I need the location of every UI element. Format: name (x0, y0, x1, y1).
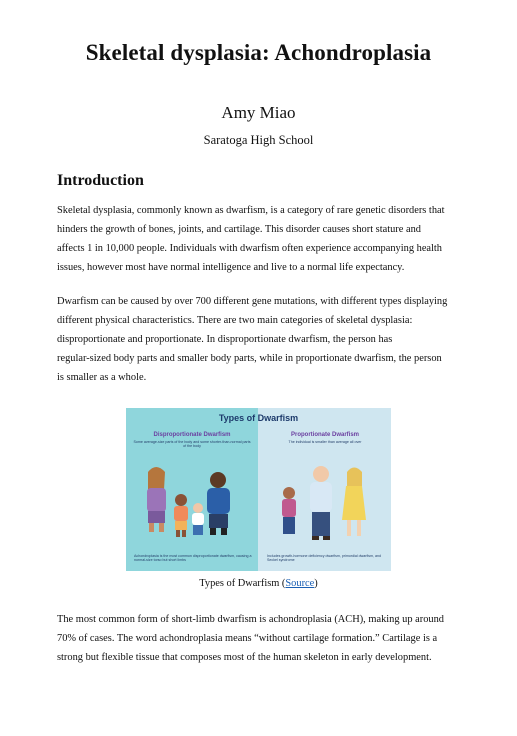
paragraph-1 (57, 201, 462, 277)
figure-right-description: The individual is smaller than average all over (288, 440, 362, 444)
paragraph-2 (57, 292, 462, 387)
source-link[interactable]: Source (285, 578, 315, 589)
paragraph-line: 70% of cases. The word achondroplasia means “without cartilage formation.” Cartilage is a (57, 633, 438, 644)
paragraph-line: disproportionate and proportionate. In disproportionate dwarfism, the person has (57, 334, 393, 345)
figure-right-heading: Proportionate Dwarfism (290, 432, 359, 438)
paragraph-3 (57, 610, 462, 667)
document-title: Skeletal dysplasia: Achondroplasia (85, 40, 432, 65)
figure-right-footnote: Includes growth-hormone deficiency dwarfism, primordial dwarfism, and Seckel syndrome (267, 554, 382, 563)
paragraph-line: affects 1 in 10,000 people. Individuals with dwarfism often experience accompanying health (57, 243, 443, 254)
caption-text: Types of Dwarfism ( (199, 578, 286, 589)
paragraph-line: issues, however most have normal intelligence and live to a normal life expectancy. (57, 262, 405, 273)
figure-title: Types of Dwarfism (218, 413, 299, 423)
paragraph-line: The most common form of short-limb dwarfism is achondroplasia (ACH), making up around (57, 614, 444, 625)
dwarfism-types-figure (126, 408, 391, 571)
paragraph-line: regular-sized body parts and smaller body parts, while in proportionate dwarfism, the person (57, 353, 442, 364)
proportionate-people-illustration (282, 466, 366, 540)
caption-end: ) (314, 578, 318, 589)
school-name: Saratoga High School (203, 133, 314, 147)
paragraph-line: hinders the growth of bones, joints, and cartilage. This disorder causes short stature and (57, 224, 421, 235)
figure-left-footnote: Achondroplasia is the most common disproportionate dwarfism, causing a normal-size torso but short limbs (134, 554, 252, 563)
figure-caption (0, 578, 517, 589)
disproportionate-people-illustration (147, 467, 230, 537)
section-heading: Introduction (57, 172, 144, 189)
paragraph-line: different physical characteristics. There are two main categories of skeletal dysplasia: (57, 315, 413, 326)
paragraph-line: is smaller as a whole. (57, 372, 147, 383)
author-name: Amy Miao (221, 103, 296, 122)
figure-left-description: Some average-size parts of the body and some shorter-than-normal parts of the body (133, 440, 251, 449)
figure-left-heading: Disproportionate Dwarfism (153, 432, 231, 438)
paragraph-line: Dwarfism can be caused by over 700 different gene mutations, with different types displaying (57, 296, 448, 307)
paragraph-line: Skeletal dysplasia, commonly known as dwarfism, is a category of rare genetic disorders that (57, 205, 445, 216)
paragraph-line: strong but flexible tissue that composes most of the human skeleton in early development. (57, 652, 432, 663)
